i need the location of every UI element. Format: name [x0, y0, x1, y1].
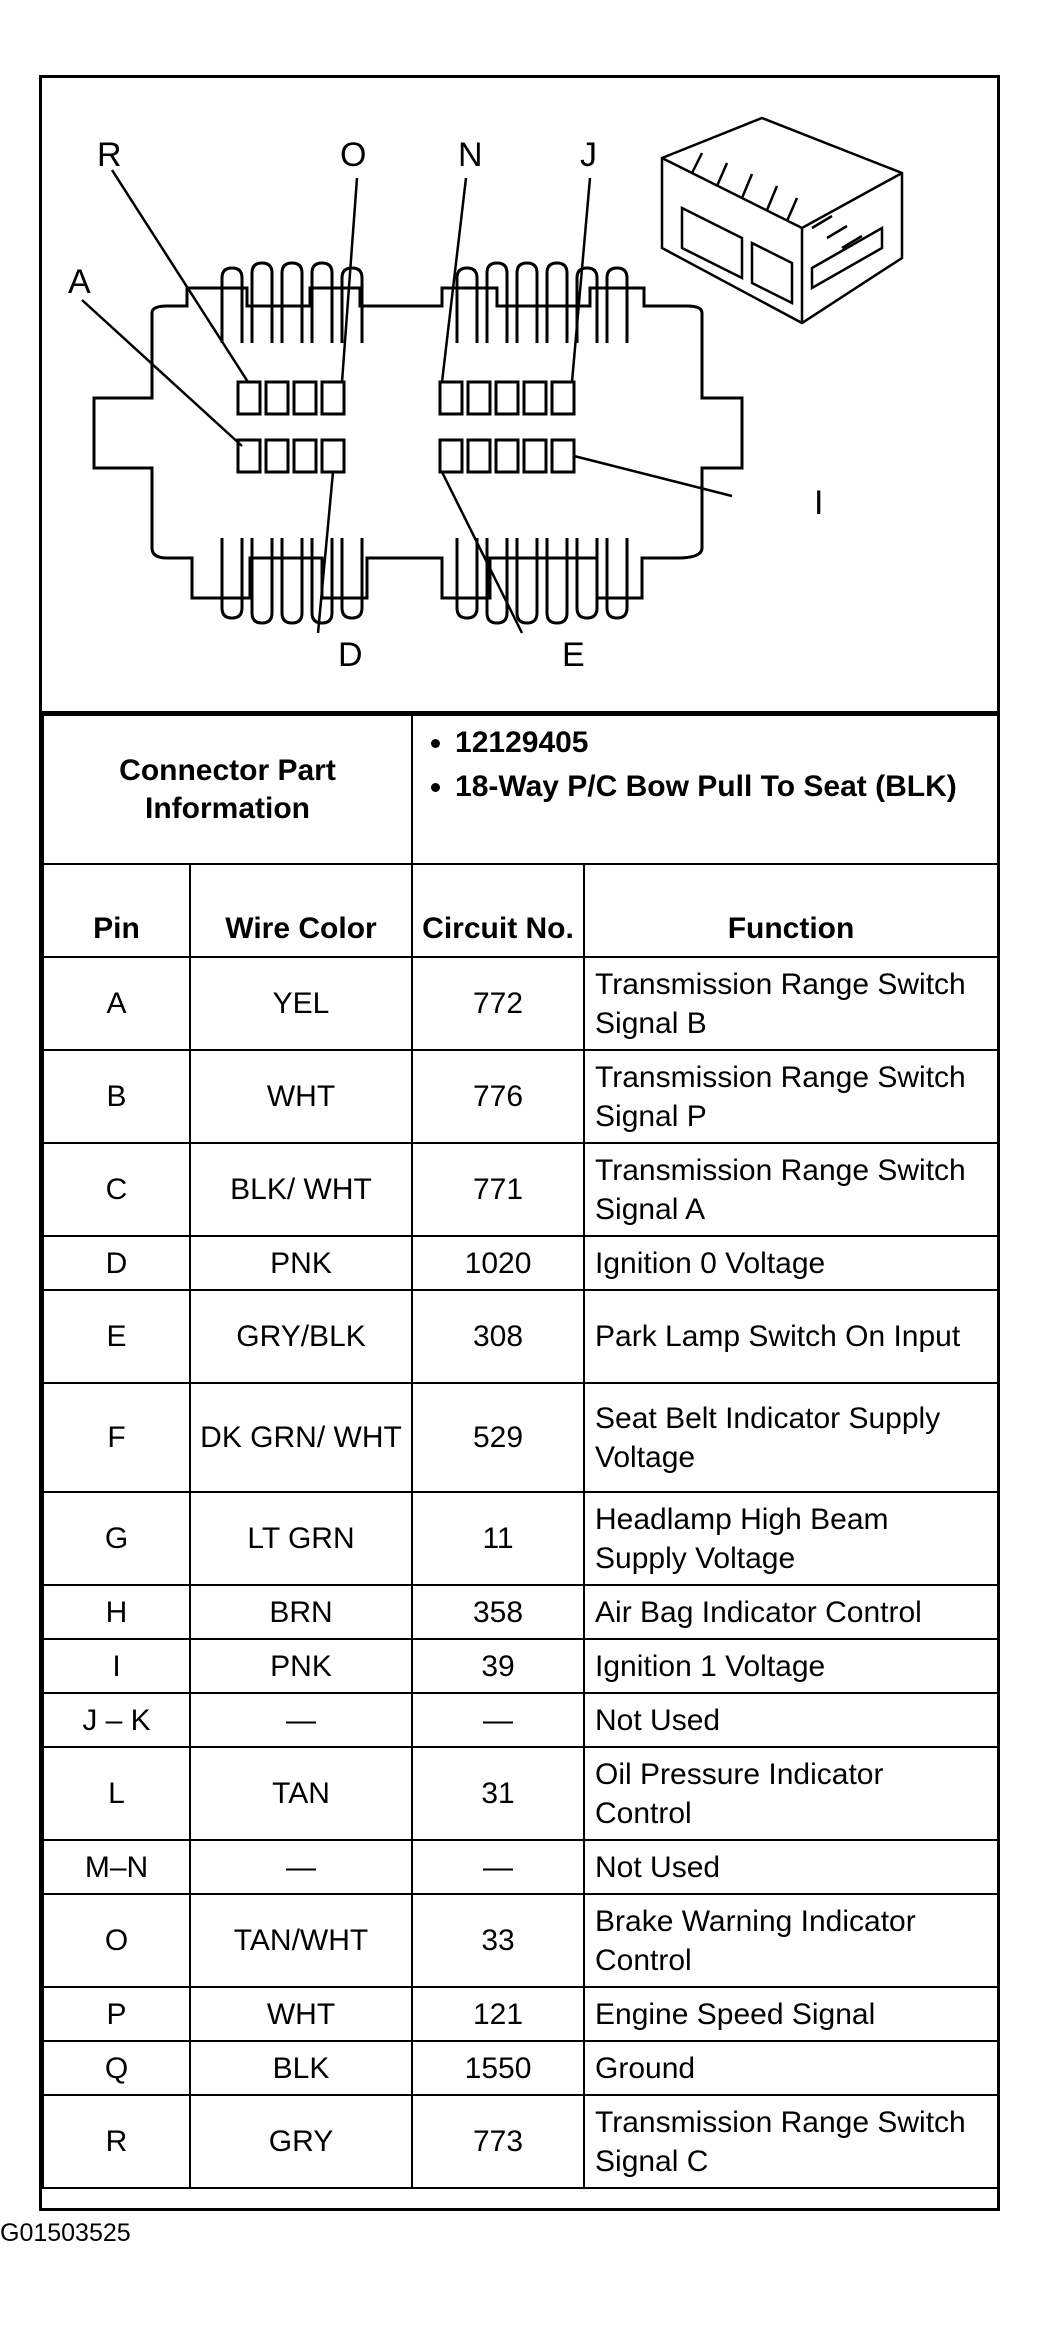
- pin-cell: E: [43, 1290, 190, 1383]
- circuit-cell: 772: [412, 957, 584, 1050]
- pin-cavities: [238, 382, 574, 472]
- pin-cell: A: [43, 957, 190, 1050]
- header-function: Function: [584, 864, 998, 957]
- connector-info-items: [412, 715, 998, 864]
- circuit-cell: 1020: [412, 1236, 584, 1290]
- figure-id: G01503525: [0, 2219, 131, 2247]
- connector-info-row: [43, 715, 998, 864]
- wire-color-cell: PNK: [190, 1236, 412, 1290]
- pin-label-N: N: [458, 136, 483, 174]
- wire-color-cell: TAN: [190, 1747, 412, 1840]
- pinout-table: [42, 714, 999, 2189]
- function-cell: Park Lamp Switch On Input: [584, 1290, 998, 1383]
- leader-lines: [82, 170, 732, 633]
- function-cell: Transmission Range Switch Signal C: [584, 2095, 998, 2188]
- circuit-cell: 121: [412, 1987, 584, 2041]
- pin-label-O: O: [340, 136, 367, 174]
- connector-face-diagram: [42, 78, 997, 714]
- wire-color-cell: —: [190, 1840, 412, 1894]
- pin-label-E: E: [562, 636, 585, 674]
- wire-color-cell: YEL: [190, 957, 412, 1050]
- function-cell: Ground: [584, 2041, 998, 2095]
- table-row: [43, 1585, 998, 1639]
- function-cell: Seat Belt Indicator Supply Voltage: [584, 1383, 998, 1492]
- wire-color-cell: —: [190, 1693, 412, 1747]
- function-cell: Oil Pressure Indicator Control: [584, 1747, 998, 1840]
- pin-label-I: I: [814, 484, 824, 522]
- table-row: [43, 1050, 998, 1143]
- wire-color-cell: WHT: [190, 1050, 412, 1143]
- wire-color-cell: BLK: [190, 2041, 412, 2095]
- header-circuit-no: Circuit No.: [412, 864, 584, 957]
- table-row: [43, 1693, 998, 1747]
- function-cell: Transmission Range Switch Signal P: [584, 1050, 998, 1143]
- connector-part-number: • 12129405: [455, 724, 983, 762]
- pin-label-A: A: [68, 263, 91, 301]
- table-row: [43, 1840, 998, 1894]
- pin-label-J: J: [580, 136, 597, 174]
- circuit-cell: 308: [412, 1290, 584, 1383]
- table-row: [43, 1747, 998, 1840]
- pin-cell: F: [43, 1383, 190, 1492]
- function-cell: Ignition 1 Voltage: [584, 1639, 998, 1693]
- header-pin: Pin: [43, 864, 190, 957]
- function-cell: Ignition 0 Voltage: [584, 1236, 998, 1290]
- wire-color-cell: LT GRN: [190, 1492, 412, 1585]
- circuit-cell: 33: [412, 1894, 584, 1987]
- connector-body-outline: [94, 288, 742, 598]
- table-row: [43, 2041, 998, 2095]
- pin-cell: B: [43, 1050, 190, 1143]
- circuit-cell: —: [412, 1840, 584, 1894]
- wire-color-cell: GRY/BLK: [190, 1290, 412, 1383]
- function-cell: Transmission Range Switch Signal A: [584, 1143, 998, 1236]
- connector-info-heading: Connector Part Information: [43, 715, 412, 864]
- table-row: [43, 1290, 998, 1383]
- pin-cell: D: [43, 1236, 190, 1290]
- function-cell: Engine Speed Signal: [584, 1987, 998, 2041]
- connector-description: • 18-Way P/C Bow Pull To Seat (BLK): [455, 768, 983, 806]
- function-cell: Air Bag Indicator Control: [584, 1585, 998, 1639]
- pin-cell: L: [43, 1747, 190, 1840]
- pin-label-R: R: [97, 136, 122, 174]
- pin-cell: O: [43, 1894, 190, 1987]
- table-row: [43, 1143, 998, 1236]
- pin-cell: Q: [43, 2041, 190, 2095]
- connector-drawing: [42, 78, 997, 711]
- pin-cell: R: [43, 2095, 190, 2188]
- connector-chart-frame: [39, 75, 1000, 2211]
- function-cell: Transmission Range Switch Signal B: [584, 957, 998, 1050]
- wire-color-cell: PNK: [190, 1639, 412, 1693]
- circuit-cell: 11: [412, 1492, 584, 1585]
- function-cell: Not Used: [584, 1840, 998, 1894]
- wire-color-cell: GRY: [190, 2095, 412, 2188]
- pin-cell: H: [43, 1585, 190, 1639]
- table-row: [43, 1383, 998, 1492]
- circuit-cell: 39: [412, 1639, 584, 1693]
- function-cell: Headlamp High Beam Supply Voltage: [584, 1492, 998, 1585]
- wire-color-cell: BLK/ WHT: [190, 1143, 412, 1236]
- circuit-cell: 31: [412, 1747, 584, 1840]
- pin-label-D: D: [338, 636, 363, 674]
- bottom-fins-left: [222, 538, 362, 623]
- table-row: [43, 1492, 998, 1585]
- circuit-cell: 776: [412, 1050, 584, 1143]
- pin-cell: I: [43, 1639, 190, 1693]
- wire-color-cell: DK GRN/ WHT: [190, 1383, 412, 1492]
- circuit-cell: 358: [412, 1585, 584, 1639]
- function-cell: Not Used: [584, 1693, 998, 1747]
- circuit-cell: 1550: [412, 2041, 584, 2095]
- pin-cell: M–N: [43, 1840, 190, 1894]
- wire-color-cell: WHT: [190, 1987, 412, 2041]
- table-row: [43, 957, 998, 1050]
- wire-color-cell: BRN: [190, 1585, 412, 1639]
- circuit-cell: 773: [412, 2095, 584, 2188]
- connector-isometric-illustration: [662, 118, 902, 323]
- top-fins-left: [222, 263, 362, 343]
- table-row: [43, 1987, 998, 2041]
- pin-cell: G: [43, 1492, 190, 1585]
- table-row: [43, 2095, 998, 2188]
- wire-color-cell: TAN/WHT: [190, 1894, 412, 1987]
- pin-cell: C: [43, 1143, 190, 1236]
- circuit-cell: 529: [412, 1383, 584, 1492]
- header-wire-color: Wire Color: [190, 864, 412, 957]
- circuit-cell: 771: [412, 1143, 584, 1236]
- circuit-cell: —: [412, 1693, 584, 1747]
- table-row: [43, 1236, 998, 1290]
- pin-cell: P: [43, 1987, 190, 2041]
- pin-cell: J – K: [43, 1693, 190, 1747]
- table-row: [43, 1639, 998, 1693]
- function-cell: Brake Warning Indicator Control: [584, 1894, 998, 1987]
- table-row: [43, 1894, 998, 1987]
- table-header-row: [43, 864, 998, 957]
- top-fins-right: [457, 263, 627, 343]
